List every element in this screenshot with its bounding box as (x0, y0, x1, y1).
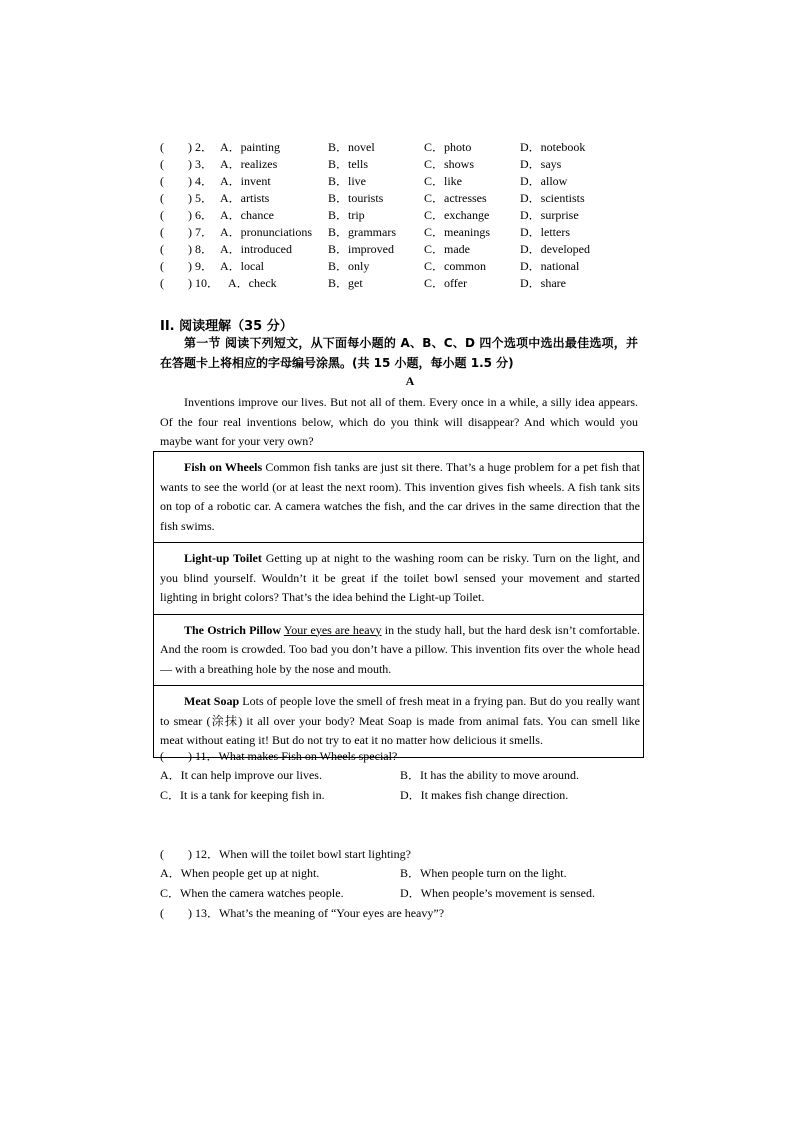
option-c: C．actresses (424, 191, 487, 205)
option-c: C．photo (424, 140, 472, 154)
option-a: A．realizes (220, 157, 278, 171)
option-b: B．live (328, 174, 366, 188)
answer-paren: ( (160, 225, 164, 239)
q12-option-a: A．When people get up at night. (160, 866, 320, 880)
question-number: ) 10． (188, 276, 219, 290)
q11-option-c: C．It is a tank for keeping fish in. (160, 788, 325, 802)
question-text: ) 11．What makes Fish on Wheels special? (188, 749, 398, 763)
option-a: A．local (220, 259, 264, 273)
option-c: C．made (424, 242, 470, 256)
option-d: D．scientists (520, 191, 585, 205)
answer-paren: ( (160, 259, 164, 273)
option-a: A．painting (220, 140, 280, 154)
option-b: B．tourists (328, 191, 384, 205)
option-a: A．chance (220, 208, 274, 222)
invention-title: The Ostrich Pillow (184, 622, 282, 637)
question-number: ) 2． (188, 140, 213, 154)
option-c: C．meanings (424, 225, 490, 239)
answer-paren: ( (160, 208, 164, 222)
section-instruction: 第一节 阅读下列短文，从下面每小题的 A、B、C、D 四个选项中选出最佳选项，并在答题卡上将相应的字母编号涂黑。(共 15 小题，每小题 1.5 分) (160, 336, 638, 370)
option-b: B．tells (328, 157, 369, 171)
option-c: C．shows (424, 157, 475, 171)
inventions-table (153, 451, 644, 758)
option-d: D．allow (520, 174, 568, 188)
answer-paren: ( (160, 174, 164, 188)
option-a: A．invent (220, 174, 271, 188)
option-a: A．introduced (220, 242, 292, 256)
passage-intro: Inventions improve our lives. But not all of them. Every once in a while, a silly idea appears. Of the four real inventions below, which do you think will disappear? And which would you maybe want for your very own? (160, 395, 638, 448)
option-d: D．national (520, 259, 580, 273)
question-number: ) 9． (188, 259, 213, 273)
passage-letter: A (405, 374, 415, 388)
q12-option-d: D．When people’s movement is sensed. (400, 886, 595, 900)
invention-ostrich-pillow (154, 615, 643, 687)
option-d: D．says (520, 157, 562, 171)
option-c: C．offer (424, 276, 468, 290)
answer-paren: ( (160, 242, 164, 256)
option-b: B．improved (328, 242, 394, 256)
section-title: II. 阅读理解（35 分） (160, 319, 293, 334)
answer-paren: ( (160, 276, 164, 290)
invention-title: Light-up Toilet (184, 551, 262, 565)
option-d: D．developed (520, 242, 590, 256)
invention-text: Common fish tanks are just sit there. That’s a huge problem for a pet fish that wants to see the world (or at least the next room). This invention gives fish wheels. A fish tank sits on top of a robotic car. A camera watches the fish, and the car drives in the same direction that the fish swims. (160, 460, 640, 533)
q11-option-b: B．It has the ability to move around. (400, 768, 579, 782)
question-number: ) 3． (188, 157, 213, 171)
question-text: ) 13．What’s the meaning of “Your eyes are heavy”? (188, 906, 445, 920)
option-a: A．pronunciations (220, 225, 312, 239)
option-a: A．check (228, 276, 277, 290)
answer-paren: ( (160, 140, 164, 154)
option-d: D．notebook (520, 140, 586, 154)
option-c: C．exchange (424, 208, 490, 222)
invention-title: Meat Soap (184, 694, 240, 708)
question-number: ) 4． (188, 174, 213, 188)
option-d: D．surprise (520, 208, 579, 222)
question-number: ) 8． (188, 242, 213, 256)
option-b: B．get (328, 276, 363, 290)
option-b: B．only (328, 259, 370, 273)
q12-option-c: C．When the camera watches people. (160, 886, 344, 900)
invention-text: in the study hall, but the hard desk isn’t comfortable. And the room is crowded. Too bad you don’t have a pillow. This invention fits over the whole head — with a breathing hole by the nose and mouth. (160, 622, 640, 676)
invention-text: Getting up at night to the washing room can be risky. Turn on the light, and you blind yourself. Wouldn’t it be great if the toilet bowl sensed your movement and started lighting in bright colors? That’s the idea behind the Light-up Toilet. (160, 551, 640, 604)
option-d: D．letters (520, 225, 570, 239)
invention-light-up-toilet (154, 543, 643, 615)
option-b: B．grammars (328, 225, 396, 239)
q11-option-d: D．It makes fish change direction. (400, 788, 569, 802)
option-c: C．like (424, 174, 462, 188)
option-a: A．artists (220, 191, 270, 205)
answer-paren: ( (160, 906, 164, 920)
answer-paren: ( (160, 191, 164, 205)
question-number: ) 7． (188, 225, 213, 239)
invention-text: Lots of people love the smell of fresh meat in a frying pan. But do you really want to smear (涂抹) it all over your body? Meat Soap is made from animal fats. You can smell like meat without eating it! But do not try to eat it no matter how delicious it smells. (160, 694, 641, 747)
invention-title: Fish on Wheels (184, 460, 263, 474)
option-b: B．novel (328, 140, 375, 154)
question-number: ) 5． (188, 191, 213, 205)
option-c: C．common (424, 259, 486, 273)
q11-option-a: A．It can help improve our lives. (160, 768, 322, 782)
answer-paren: ( (160, 749, 164, 763)
question-text: ) 12．When will the toilet bowl start lighting? (188, 847, 411, 861)
answer-paren: ( (160, 157, 164, 171)
question-number: ) 6． (188, 208, 213, 222)
option-d: D．share (520, 276, 566, 290)
answer-paren: ( (160, 847, 164, 861)
q12-option-b: B．When people turn on the light. (400, 866, 567, 880)
invention-fish-on-wheels (154, 452, 643, 543)
underlined-phrase: Your eyes are heavy (283, 622, 382, 637)
option-b: B．trip (328, 208, 365, 222)
